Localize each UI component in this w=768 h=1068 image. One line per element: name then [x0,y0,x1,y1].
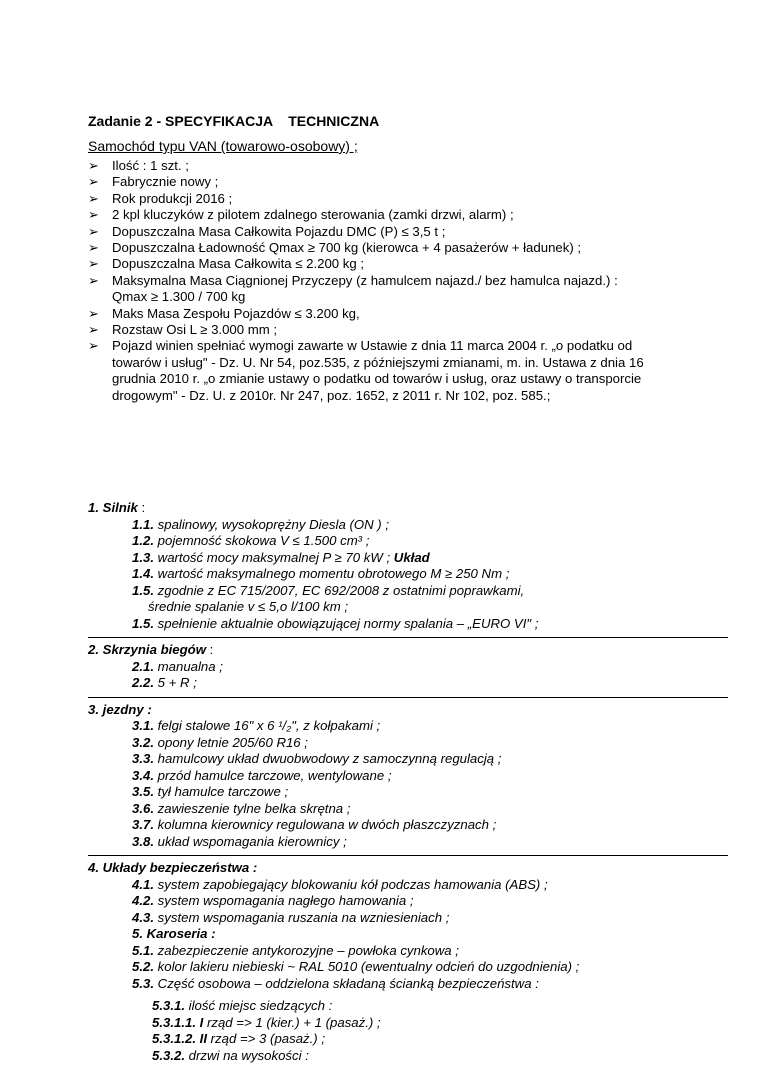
section-gearbox [88,642,728,692]
bullet-item: ➢ Maksymalna Masa Ciągnionej Przyczepy (z hamulcem najazd./ bez hamulca najazd.) : Qmax ≥ 1.300 / 700 kg [88,272,618,305]
bullet-item: ➢ Ilość : 1 szt. ; [88,158,189,173]
spec-line: 1.1. spalinowy, wysokoprężny Diesla (ON ) ; [132,516,390,532]
bullet-item: ➢ Dopuszczalna Masa Całkowita Pojazdu DMC (P) ≤ 3,5 t ; [88,223,446,239]
spec-line: 3.6. zawieszenie tylne belka skrętna ; [132,800,351,816]
spec-sections [88,500,728,1068]
section-heading: 2. Skrzynia biegów : [88,642,214,657]
bullet-item: ➢ Rozstaw Osi L ≥ 3.000 mm ; [88,322,278,338]
document-title: Zadanie 2 - SPECYFIKACJA TECHNICZNA [88,113,380,129]
divider [88,697,728,698]
bullet-item: ➢ Dopuszczalna Masa Całkowita ≤ 2.200 kg ; [88,256,365,272]
divider [88,855,728,856]
bullet-item: ➢ Rok produkcji 2016 ; [88,190,233,206]
spec-line: 5.3. Część osobowa – oddzielona składaną ścianką bezpieczeństwa : [132,975,539,991]
spec-line: 5.2. kolor lakieru niebieski ~ RAL 5010 (ewentualny odcień do uzgodnienia) ; [132,959,580,974]
section-safety [88,860,728,1064]
arrow-bullet-icon: ➢ [88,158,100,173]
arrow-bullet-icon: ➢ [88,240,100,256]
spec-line: 4.1. system zapobiegający blokowaniu kół podczas hamowania (ABS) ; [132,876,548,892]
spec-line: 1.5. zgodnie z EC 715/2007, EC 692/2008 z ostatnimi poprawkami, [132,582,525,598]
spec-line: 4.2. system wspomagania nagłego hamowania ; [132,893,414,908]
spec-line: średnie spalanie v ≤ 5,o l/100 km ; [148,599,349,614]
spec-line: 3.4. przód hamulce tarczowe, wentylowane ; [132,767,392,783]
spec-line: 4.3. system wspomagania ruszania na wzniesieniach ; [132,909,450,925]
spec-line: 5. Karoseria : [132,926,216,941]
spec-line: 5.3.2. drzwi na wysokości : [152,1047,309,1063]
arrow-bullet-icon: ➢ [88,223,100,239]
section-heading: 4. Układy bezpieczeństwa : [88,860,258,875]
spec-line: 2.2. 5 + R ; [132,675,197,690]
spec-line: 1.4. wartość maksymalnego momentu obrotowego M ≥ 250 Nm ; [132,566,510,581]
spec-line: 1.2. pojemność skokowa V ≤ 1.500 cm³ ; [132,533,370,548]
arrow-bullet-icon: ➢ [88,305,100,321]
arrow-bullet-icon: ➢ [88,207,100,223]
arrow-bullet-icon: ➢ [88,338,100,354]
arrow-bullet-icon: ➢ [88,272,100,288]
spec-line: 3.1. felgi stalowe 16" x 6 ¹/₂", z kołpakami ; [132,718,381,733]
arrow-bullet-icon: ➢ [88,190,100,206]
spec-line: 5.3.1.2. II rząd => 3 (pasaż.) ; [152,1031,326,1046]
spec-line: 3.2. opony letnie 205/60 R16 ; [132,734,308,750]
document-subtitle: Samochód typu VAN (towarowo-osobowy) ; [88,138,358,154]
spec-line: 3.8. układ wspomagania kierownicy ; [132,833,347,849]
spec-line: 2.1. manualna ; [132,658,223,674]
spec-line: 3.7. kolumna kierownicy regulowana w dwóch płaszczyznach ; [132,817,497,832]
bullet-item: ➢ Pojazd winien spełniać wymogi zawarte w Ustawie z dnia 11 marca 2004 r. „o podatku od towarów i usług" - Dz. U. Nr 54, poz.535, z późniejszymi zmianami, m. in. Ustawa z dnia 16 grudnia 2010 r. „o zmianie ustawy o podatku od towarów i usług, oraz ustawy o transporcie drogowym" - Dz. U. z 2010r. Nr 247, poz. 1652, z 2011 r. Nr 102, poz. 585.; [88,338,644,403]
section-heading: 3. jezdny : [88,701,152,717]
spec-line: 5.3.1. ilość miejsc siedzących : [152,998,333,1013]
arrow-bullet-icon: ➢ [88,256,100,272]
bullet-item: ➢ Fabrycznie nowy ; [88,174,219,190]
arrow-bullet-icon: ➢ [88,322,100,338]
bullet-item: ➢ Maks Masa Zespołu Pojazdów ≤ 3.200 kg, [88,305,360,321]
bullet-item: ➢ 2 kpl kluczyków z pilotem zdalnego sterowania (zamki drzwi, alarm) ; [88,207,514,223]
spec-line: 3.5. tył hamulce tarczowe ; [132,784,289,799]
section-running-gear [88,702,728,851]
spec-line: 5.3.1.1. I rząd => 1 (kier.) + 1 (pasaż.) ; [152,1014,381,1030]
bullet-item: ➢ Dopuszczalna Ładowność Qmax ≥ 700 kg (kierowca + 4 pasażerów + ładunek) ; [88,240,582,256]
arrow-bullet-icon: ➢ [88,174,100,190]
spec-bullet-list [88,158,728,404]
spec-line: 5.1. zabezpieczenie antykorozyjne – powłoka cynkowa ; [132,942,459,958]
spec-line: 1.5. spełnienie aktualnie obowiązującej normy spalania – „EURO VI" ; [132,615,539,631]
section-engine [88,500,728,632]
section-heading: 1. Silnik : [88,500,146,515]
spec-line: 3.3. hamulcowy układ dwuobwodowy z samoczynną regulacją ; [132,751,502,766]
divider [88,637,728,638]
spec-line: 1.3. wartość mocy maksymalnej P ≥ 70 kW ; Układ [132,549,430,565]
